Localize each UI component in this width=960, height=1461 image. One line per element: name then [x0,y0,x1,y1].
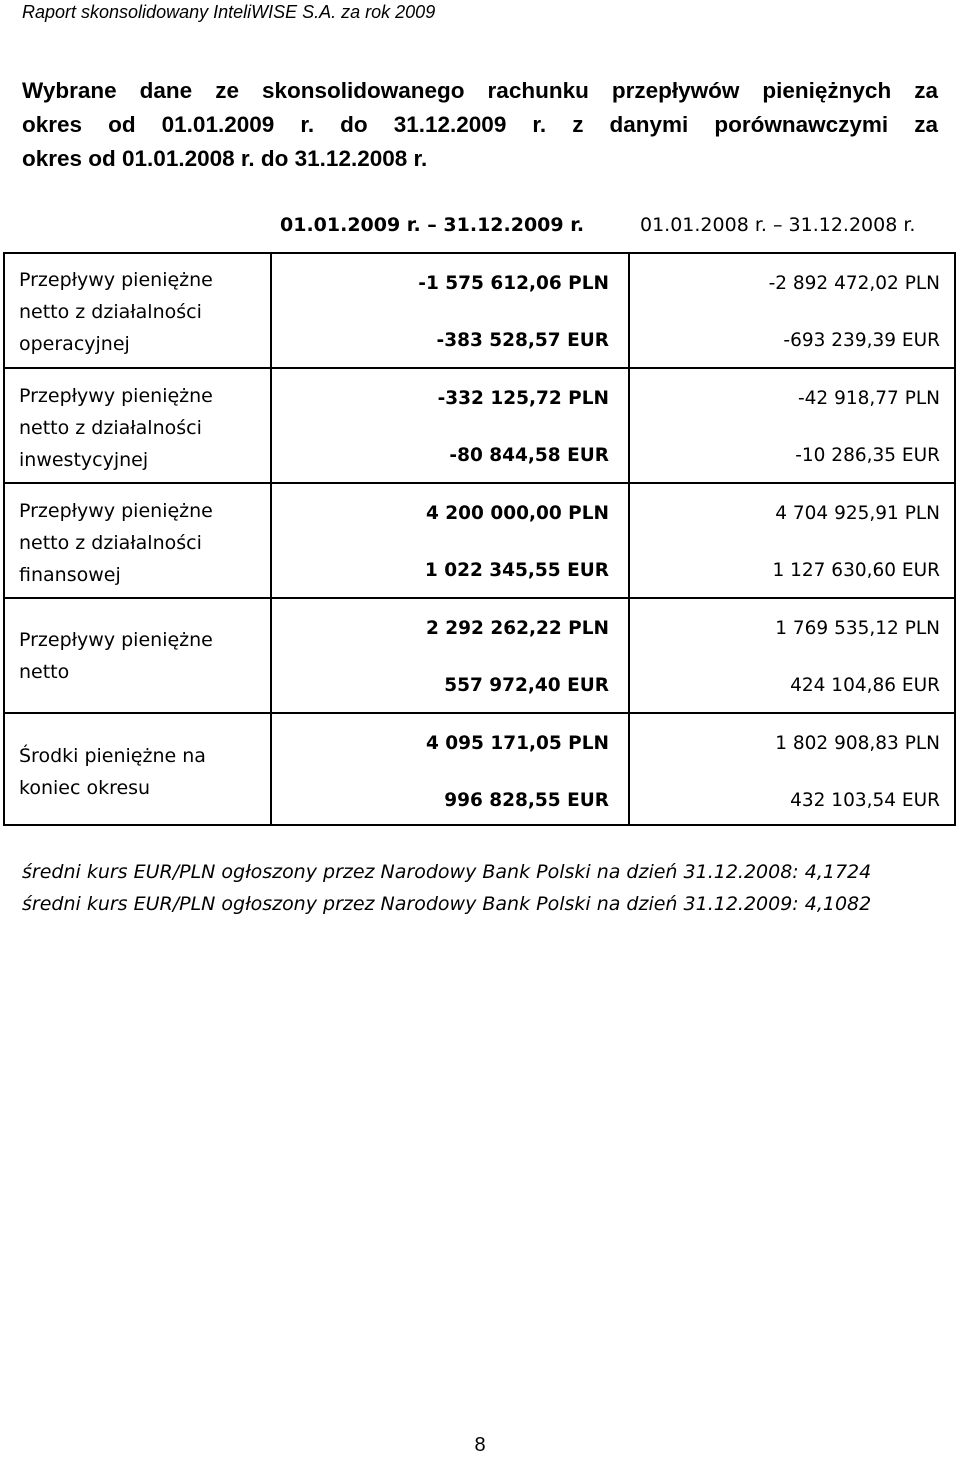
running-header: Raport skonsolidowany InteliWISE S.A. za rok 2009 [22,2,436,22]
value-2009-eur: 557 972,40 EUR [444,675,609,696]
table-divider-horizontal [5,482,954,484]
value-2009-eur: 1 022 345,55 EUR [424,560,609,581]
exchange-rate-2008: średni kurs EUR/PLN ogłoszony przez Narodowy Bank Polski na dzień 31.12.2008: 4,1724 [22,861,872,883]
label-line: netto [19,661,70,683]
title-line-1: Wybrane dane ze skonsolidowanego rachunku przepływów pieniężnych za [22,78,938,103]
value-2008-eur: 1 127 630,60 EUR [772,560,940,581]
title-line-3: okres od 01.01.2008 r. do 31.12.2008 r. [22,146,428,171]
table-divider-horizontal [5,712,954,714]
value-2008-pln: 1 802 908,83 PLN [775,733,940,754]
value-2008-eur: 424 104,86 EUR [790,675,940,696]
table-row-label [19,740,264,804]
label-line: netto z działalności [19,532,202,554]
value-2009-pln: -332 125,72 PLN [437,388,609,409]
value-2009-pln: 4 095 171,05 PLN [425,733,609,754]
value-2008-eur: -10 286,35 EUR [795,445,940,466]
table-row-label [19,264,264,360]
label-line: Przepływy pieniężne [19,629,213,651]
value-2008-pln: -2 892 472,02 PLN [768,273,940,294]
value-2009-pln: 4 200 000,00 PLN [425,503,609,524]
value-2008-eur: -693 239,39 EUR [783,330,940,351]
document-title [22,74,938,176]
label-line: inwestycyjnej [19,449,149,471]
value-2008-pln: -42 918,77 PLN [797,388,940,409]
value-2008-pln: 1 769 535,12 PLN [775,618,940,639]
table-row-label [19,380,264,476]
table-divider-horizontal [5,367,954,369]
table-row-label [19,495,264,591]
table-divider-vertical [270,254,272,824]
table-row-label [19,624,264,688]
label-line: netto z działalności [19,417,202,439]
table-divider-horizontal [5,597,954,599]
label-line: Przepływy pieniężne [19,385,213,407]
label-line: Przepływy pieniężne [19,269,213,291]
value-2009-eur: -383 528,57 EUR [436,330,609,351]
label-line: operacyjnej [19,333,130,355]
value-2009-eur: -80 844,58 EUR [449,445,609,466]
column-header-2009: 01.01.2009 r. – 31.12.2009 r. [280,214,585,236]
label-line: Środki pieniężne na [19,745,206,767]
value-2009-pln: 2 292 262,22 PLN [425,618,609,639]
label-line: finansowej [19,564,121,586]
value-2008-pln: 4 704 925,91 PLN [775,503,940,524]
title-line-2: okres od 01.01.2009 r. do 31.12.2009 r. z danymi porównawczymi za [22,112,938,137]
table-divider-vertical [628,254,630,824]
value-2009-eur: 996 828,55 EUR [444,790,609,811]
page-number: 8 [474,1434,486,1456]
value-2008-eur: 432 103,54 EUR [790,790,940,811]
label-line: netto z działalności [19,301,202,323]
value-2009-pln: -1 575 612,06 PLN [418,273,609,294]
exchange-rate-2009: średni kurs EUR/PLN ogłoszony przez Narodowy Bank Polski na dzień 31.12.2009: 4,1082 [22,893,872,915]
column-header-2008: 01.01.2008 r. – 31.12.2008 r. [640,214,916,236]
label-line: Przepływy pieniężne [19,500,213,522]
exchange-rate-notes [22,856,871,920]
label-line: koniec okresu [19,777,151,799]
cash-flow-table [3,252,956,826]
